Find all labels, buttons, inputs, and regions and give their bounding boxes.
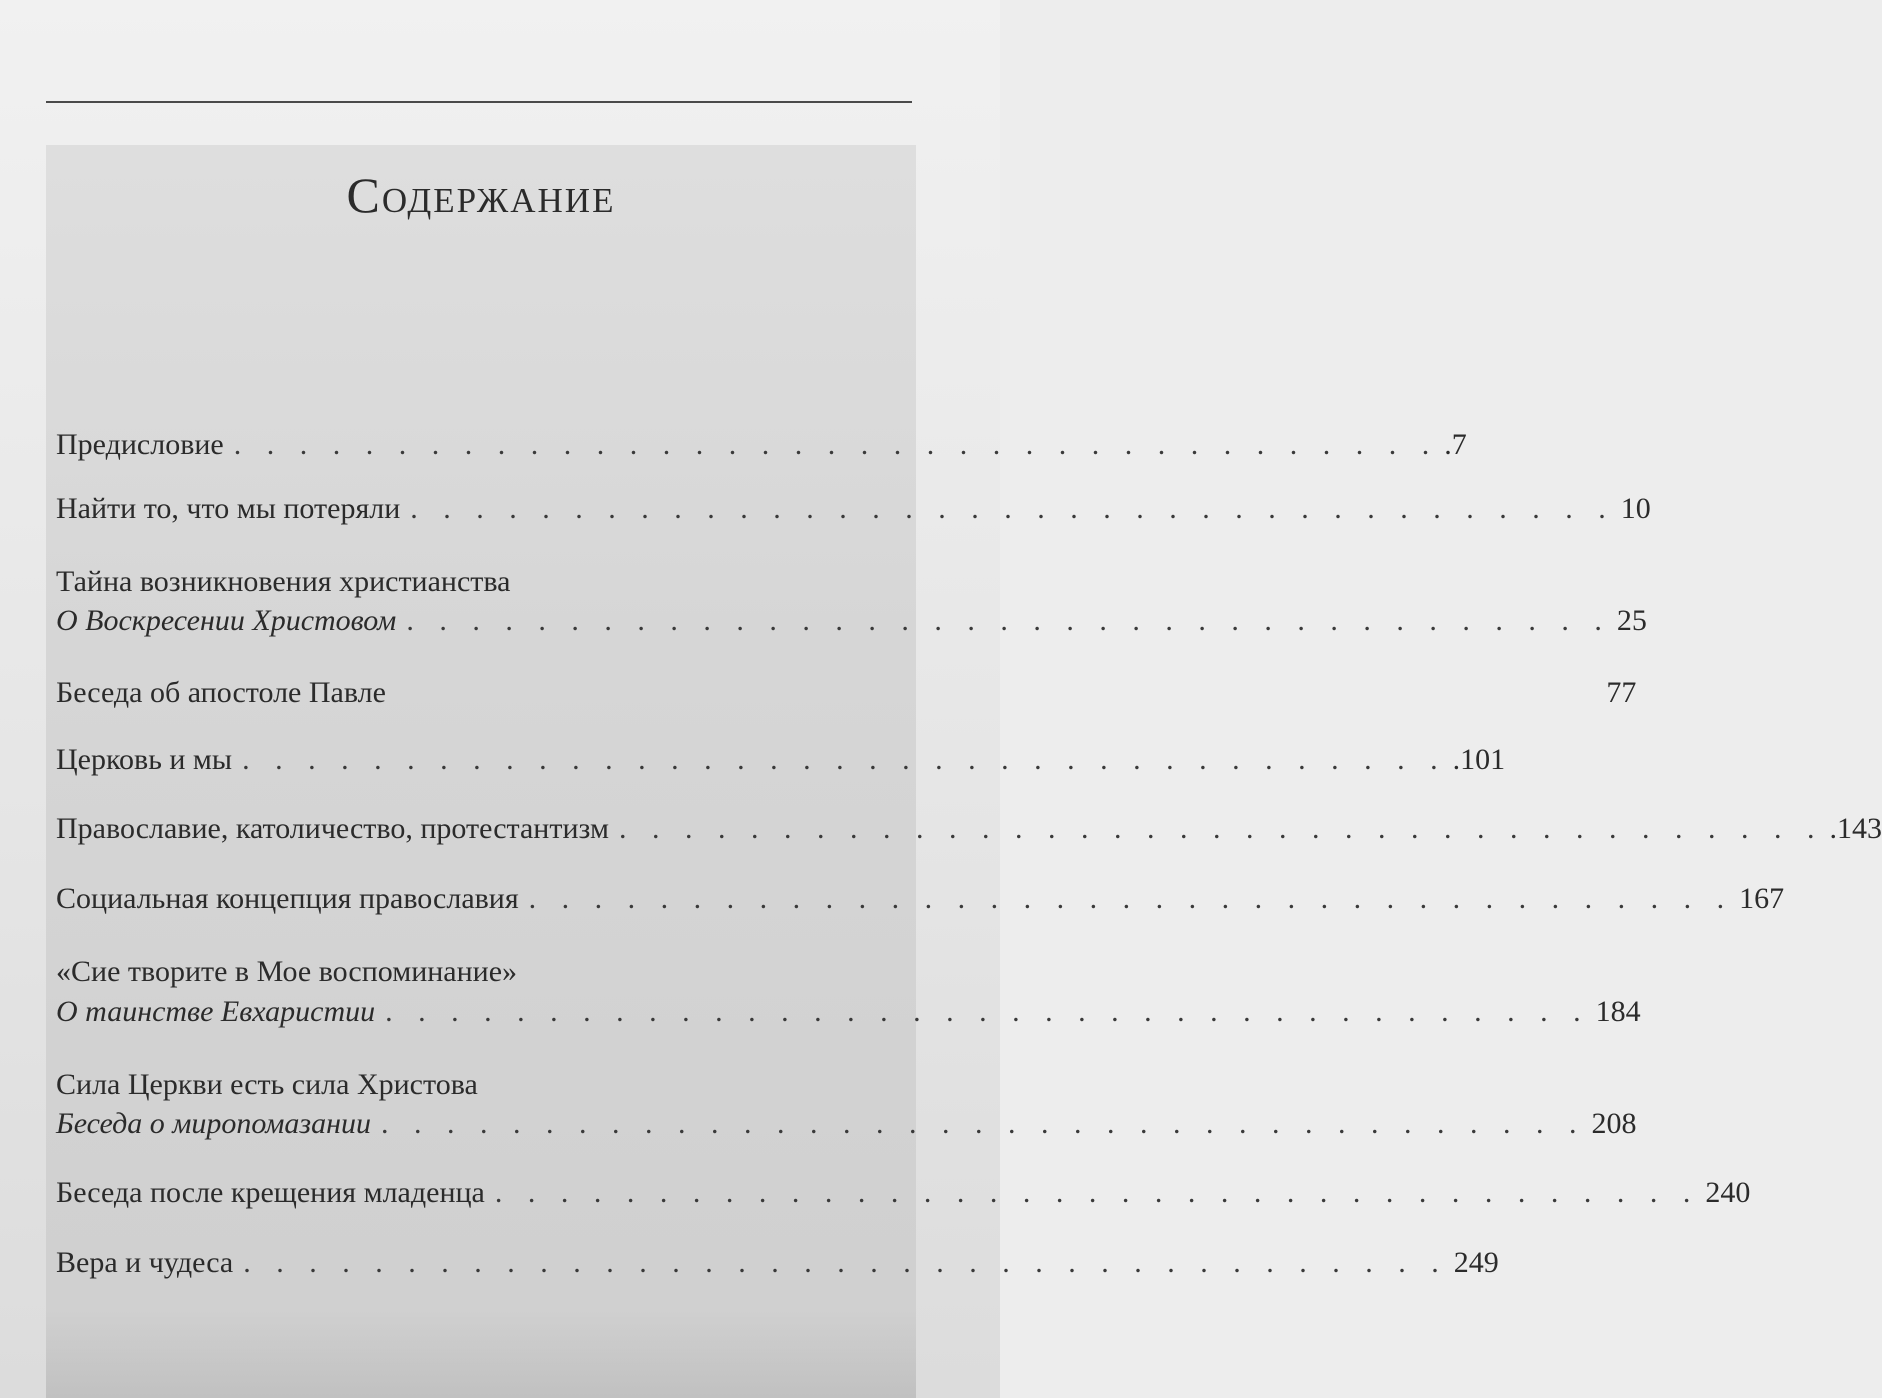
- toc-entry-page: .7: [1444, 428, 1467, 461]
- toc-entry: [56, 604, 1647, 640]
- toc-entry-title: Беседа после крещения младенца: [56, 1176, 485, 1209]
- toc-entry-title: Найти то, что мы потеряли: [56, 492, 401, 525]
- bleed-through-shadow: [46, 1310, 916, 1398]
- toc-entry: [56, 1176, 1751, 1212]
- leader-dots: . . . . . . . . . . . . . . . . . . . . . . . . . . . . . . . . . . . . .: [243, 1246, 1448, 1279]
- toc-title: Содержание: [346, 167, 616, 223]
- toc-entry-page: 10: [1620, 492, 1651, 525]
- toc-entry: [56, 428, 1467, 464]
- toc-entry-title: Церковь и мы: [56, 743, 233, 776]
- toc-entry-title: Тайна возникновения христианства: [56, 565, 511, 598]
- toc-entry-subtitle: О Воскресении Христовом: [56, 604, 397, 637]
- toc-entry-page: 77: [1606, 676, 1637, 709]
- leader-dots: . . . . . . . . . . . . . . . . . . . . . . . . . . . . . . . . . . . . .: [406, 604, 1611, 637]
- toc-entry-title: Социальная концепция православия: [56, 882, 519, 915]
- leader-dots: . . . . . . . . . . . . . . . . . . . . . . . . . . . . . . . . . . . . .: [410, 492, 1615, 525]
- toc-entry: [56, 1107, 1637, 1143]
- toc-entry-title: Православие, католичество, протестантизм: [56, 812, 609, 845]
- toc-entry-page: 167: [1739, 882, 1785, 915]
- toc-entry-title: Вера и чудеса: [56, 1246, 234, 1279]
- toc-entry: [56, 1246, 1499, 1282]
- toc-entry: [56, 676, 1637, 712]
- toc-entry-page: .143: [1829, 812, 1882, 845]
- toc-entry: [56, 743, 1506, 779]
- toc-entry-page: 240: [1705, 1176, 1751, 1209]
- leader-dots: . . . . . . . . . . . . . . . . . . . . . . . . . . . . . . . . . . . . .: [233, 428, 1439, 461]
- toc-entry-title: «Сие творите в Мое воспоминание»: [56, 955, 518, 988]
- toc-entry-page: 249: [1453, 1246, 1499, 1279]
- toc-entry-page: .101: [1452, 743, 1506, 776]
- leader-dots: [396, 676, 1601, 710]
- toc-entry-page: 184: [1595, 995, 1641, 1028]
- toc-entry-title: Беседа об апостоле Павле: [56, 676, 386, 709]
- toc-entry: [56, 995, 1641, 1031]
- leader-dots: . . . . . . . . . . . . . . . . . . . . . . . . . . . . . . . . . . . . .: [528, 882, 1734, 915]
- toc-entry: [56, 492, 1651, 528]
- toc-entry: [56, 882, 1785, 918]
- toc-entry-title: Сила Церкви есть сила Христова: [56, 1068, 478, 1101]
- leader-dots: . . . . . . . . . . . . . . . . . . . . . . . . . . . . . . . . . . . . .: [381, 1107, 1586, 1140]
- header-rule: [46, 101, 912, 103]
- leader-dots: . . . . . . . . . . . . . . . . . . . . . . . . . . . . . . . . . . . . .: [618, 812, 1824, 845]
- leader-dots: . . . . . . . . . . . . . . . . . . . . . . . . . . . . . . . . . . . . .: [242, 743, 1447, 776]
- toc-entry-page: 25: [1616, 604, 1647, 637]
- toc-entry: [56, 812, 1882, 848]
- leader-dots: . . . . . . . . . . . . . . . . . . . . . . . . . . . . . . . . . . . . .: [494, 1176, 1700, 1209]
- leader-dots: . . . . . . . . . . . . . . . . . . . . . . . . . . . . . . . . . . . . .: [385, 995, 1590, 1028]
- toc-entry-subtitle: О таинстве Евхаристии: [56, 995, 376, 1028]
- toc-entry-subtitle: Беседа о миропомазании: [56, 1107, 372, 1140]
- toc-entry-page: 208: [1591, 1107, 1637, 1140]
- toc-entry-title: Предисловие: [56, 428, 224, 461]
